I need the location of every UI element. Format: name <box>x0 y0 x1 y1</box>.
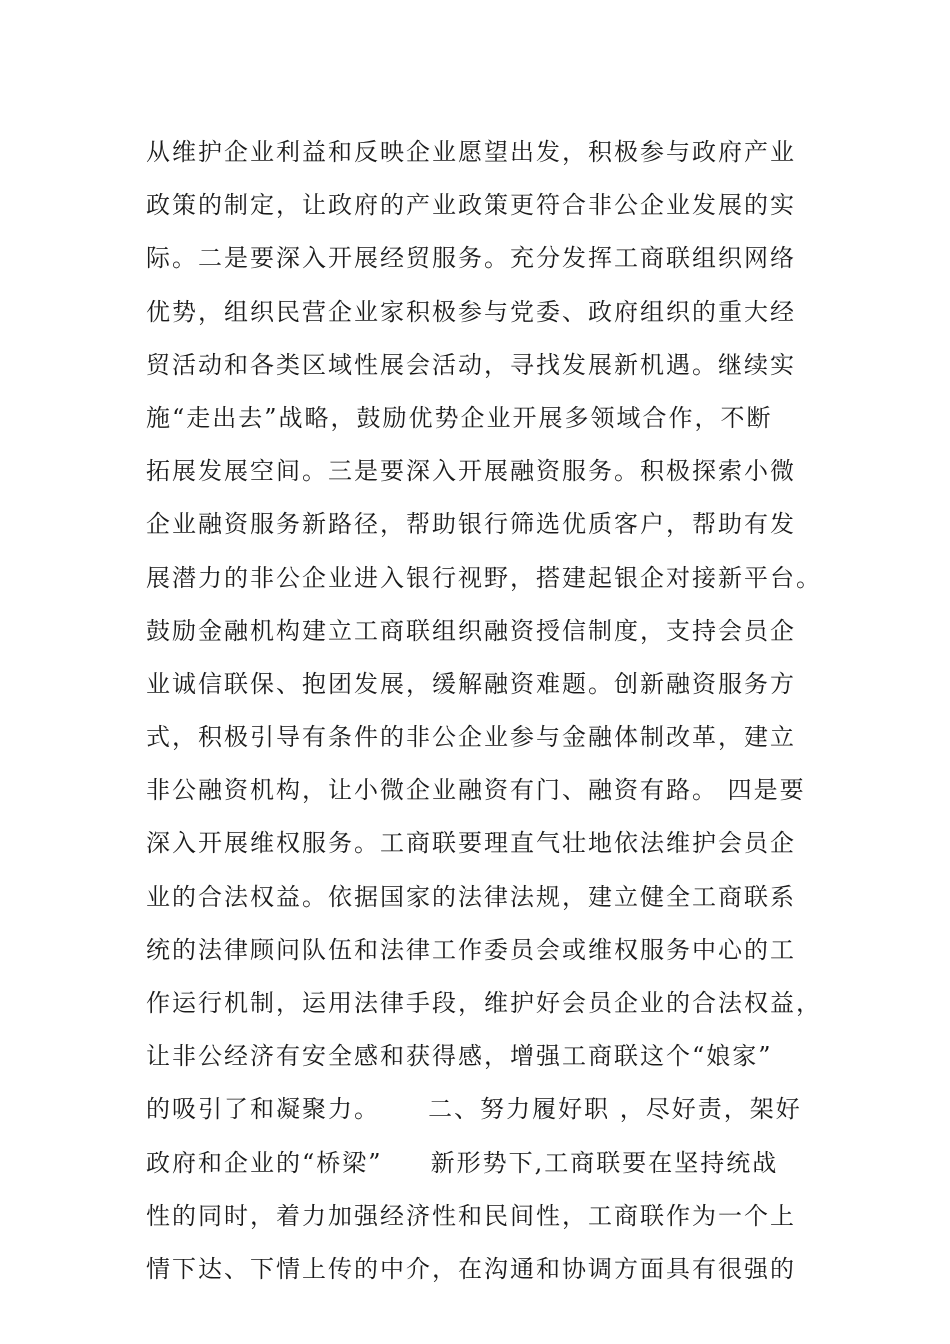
text-line: 业诚信联保、抱团发展，缓解融资难题。创新融资服务方 <box>146 669 796 698</box>
text-line: 非公融资机构，让小微企业融资有门、融资有路。 四是要 <box>146 776 806 805</box>
text-line: 的吸引了和凝聚力。 二、努力履好职 ，尽好责，架好 <box>146 1095 802 1124</box>
text-line: 政府和企业的“桥梁” 新形势下,工商联要在坚持统战 <box>146 1148 779 1177</box>
text-line: 优势，组织民营企业家积极参与党委、政府组织的重大经 <box>146 297 796 326</box>
text-line: 式，积极引导有条件的非公企业参与金融体制改革，建立 <box>146 723 796 752</box>
text-line: 拓展发展空间。三是要深入开展融资服务。积极探索小微 <box>146 457 796 486</box>
text-line: 业的合法权益。依据国家的法律法规，建立健全工商联系 <box>146 882 796 911</box>
text-line: 深入开展维权服务。工商联要理直气壮地依法维护会员企 <box>146 829 796 858</box>
text-line: 展潜力的非公企业进入银行视野，搭建起银企对接新平台。 <box>146 563 822 592</box>
text-line: 贸活动和各类区域性展会活动，寻找发展新机遇。继续实 <box>146 350 796 379</box>
text-line: 作运行机制，运用法律手段，维护好会员企业的合法权益， <box>146 989 822 1017</box>
text-line: 统的法律顾问队伍和法律工作委员会或维权服务中心的工 <box>146 935 796 964</box>
body-text <box>146 126 822 1296</box>
text-line: 情下达、下情上传的中介，在沟通和协调方面具有很强的 <box>146 1254 796 1283</box>
text-line: 际。二是要深入开展经贸服务。充分发挥工商联组织网络 <box>146 244 796 273</box>
text-line: 鼓励金融机构建立工商联组织融资授信制度，支持会员企 <box>146 616 796 645</box>
text-line: 从维护企业利益和反映企业愿望出发，积极参与政府产业 <box>146 138 796 166</box>
text-line: 企业融资服务新路径，帮助银行筛选优质客户，帮助有发 <box>146 510 796 539</box>
text-line: 施“走出去”战略，鼓励优势企业开展多领域合作，不断 <box>146 403 773 432</box>
text-line: 政策的制定，让政府的产业政策更符合非公企业发展的实 <box>146 191 796 220</box>
text-line: 让非公经济有安全感和获得感，增强工商联这个“娘家” <box>146 1042 773 1071</box>
text-line: 性的同时，着力加强经济性和民间性，工商联作为一个上 <box>146 1201 796 1230</box>
